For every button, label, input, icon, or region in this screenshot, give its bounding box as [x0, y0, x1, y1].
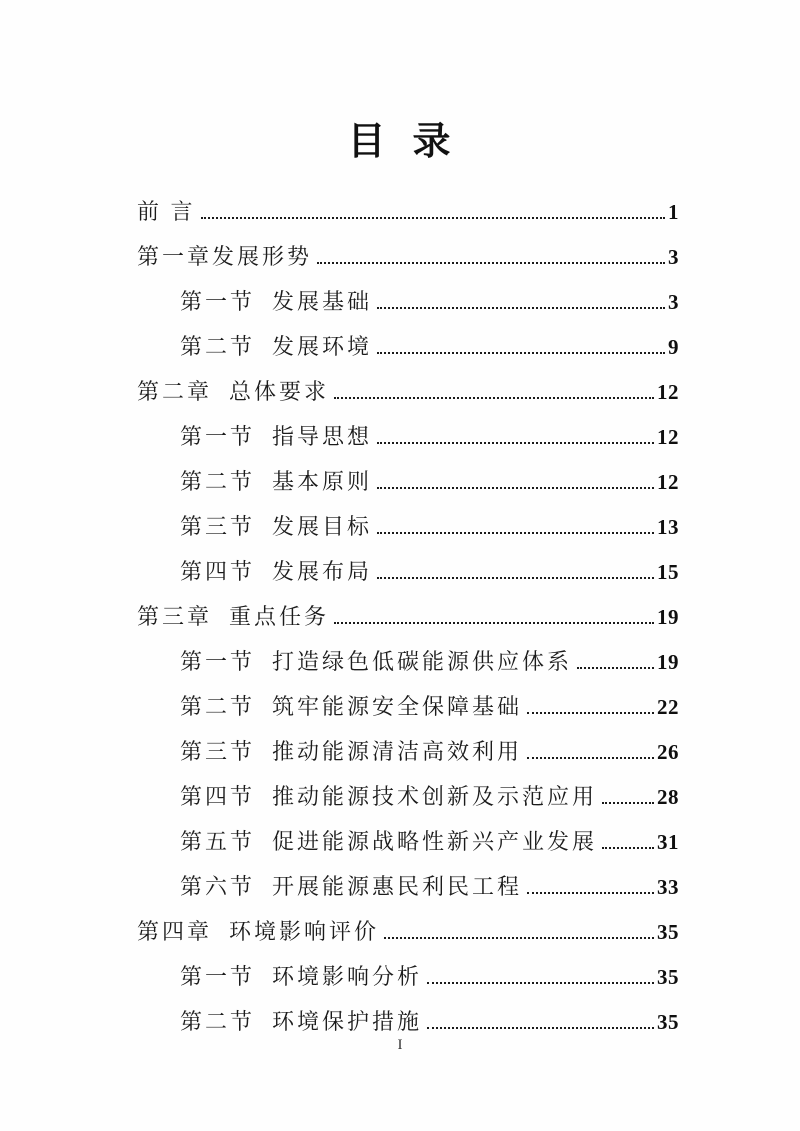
dotted-leader [377, 532, 654, 534]
toc-entry-label: 第三节 推动能源清洁高效利用 [180, 739, 523, 764]
toc-entry [137, 955, 679, 1000]
toc-entry-label: 第二章 总体要求 [137, 379, 330, 404]
toc-entry-page-number: 12 [657, 380, 679, 404]
toc-entry [137, 370, 679, 415]
toc-entry [137, 775, 679, 820]
toc-entry-label: 第四节 推动能源技术创新及示范应用 [180, 784, 598, 809]
dotted-leader [334, 622, 654, 624]
toc-entry-label: 第四节 发展布局 [180, 559, 373, 584]
toc-list [137, 190, 679, 1045]
toc-entry-label: 第二节 基本原则 [180, 469, 373, 494]
dotted-leader [201, 217, 665, 219]
toc-entry-page-number: 35 [657, 920, 679, 944]
dotted-leader [602, 847, 654, 849]
toc-entry-page-number: 13 [657, 515, 679, 539]
toc-entry-label: 第三章 重点任务 [137, 604, 330, 629]
toc-entry [137, 595, 679, 640]
toc-entry [137, 865, 679, 910]
dotted-leader [427, 1027, 654, 1029]
toc-entry [137, 190, 679, 235]
toc-entry-page-number: 31 [657, 830, 679, 854]
toc-entry-label: 第二节 筑牢能源安全保障基础 [180, 694, 523, 719]
dotted-leader [377, 352, 665, 354]
toc-entry-label: 第一节 指导思想 [180, 424, 373, 449]
toc-entry-page-number: 3 [668, 290, 679, 314]
toc-entry-label: 第六节 开展能源惠民利民工程 [180, 874, 523, 899]
toc-entry-label: 第一节 环境影响分析 [180, 964, 423, 989]
toc-entry [137, 685, 679, 730]
toc-entry-page-number: 22 [657, 695, 679, 719]
toc-entry-label: 第一节 打造绿色低碳能源供应体系 [180, 649, 573, 674]
toc-entry-page-number: 33 [657, 875, 679, 899]
dotted-leader [317, 262, 665, 264]
toc-entry-label: 第二节 环境保护措施 [180, 1009, 423, 1034]
toc-entry-label: 前 言 [137, 199, 196, 224]
toc-entry-label: 第一章发展形势 [137, 244, 313, 269]
toc-entry-page-number: 9 [668, 335, 679, 359]
toc-entry [137, 280, 679, 325]
toc-entry-page-number: 12 [657, 470, 679, 494]
toc-entry-page-number: 28 [657, 785, 679, 809]
dotted-leader [427, 982, 654, 984]
toc-entry-page-number: 19 [657, 605, 679, 629]
toc-entry-page-number: 15 [657, 560, 679, 584]
dotted-leader [527, 757, 654, 759]
toc-entry [137, 730, 679, 775]
toc-entry-label: 第四章 环境影响评价 [137, 919, 380, 944]
toc-entry-label: 第二节 发展环境 [180, 334, 373, 359]
toc-entry-page-number: 12 [657, 425, 679, 449]
dotted-leader [577, 667, 654, 669]
toc-entry [137, 415, 679, 460]
toc-entry-page-number: 35 [657, 965, 679, 989]
toc-entry-label: 第三节 发展目标 [180, 514, 373, 539]
toc-entry [137, 820, 679, 865]
dotted-leader [377, 442, 654, 444]
dotted-leader [527, 892, 654, 894]
dotted-leader [334, 397, 654, 399]
toc-entry-page-number: 35 [657, 1010, 679, 1034]
toc-entry [137, 505, 679, 550]
toc-entry [137, 235, 679, 280]
dotted-leader [377, 487, 654, 489]
toc-entry [137, 640, 679, 685]
toc-entry-label: 第一节 发展基础 [180, 289, 373, 314]
toc-entry [137, 910, 679, 955]
dotted-leader [377, 307, 665, 309]
toc-entry-page-number: 3 [668, 245, 679, 269]
toc-entry-page-number: 19 [657, 650, 679, 674]
dotted-leader [527, 712, 654, 714]
toc-entry [137, 550, 679, 595]
toc-entry-label: 第五节 促进能源战略性新兴产业发展 [180, 829, 598, 854]
dotted-leader [377, 577, 654, 579]
toc-entry-page-number: 1 [668, 200, 679, 224]
page-number-footer: I [397, 1037, 403, 1053]
dotted-leader [384, 937, 654, 939]
toc-title: 目 录 [347, 121, 453, 163]
toc-entry-page-number: 26 [657, 740, 679, 764]
toc-entry [137, 325, 679, 370]
dotted-leader [602, 802, 654, 804]
toc-entry [137, 460, 679, 505]
